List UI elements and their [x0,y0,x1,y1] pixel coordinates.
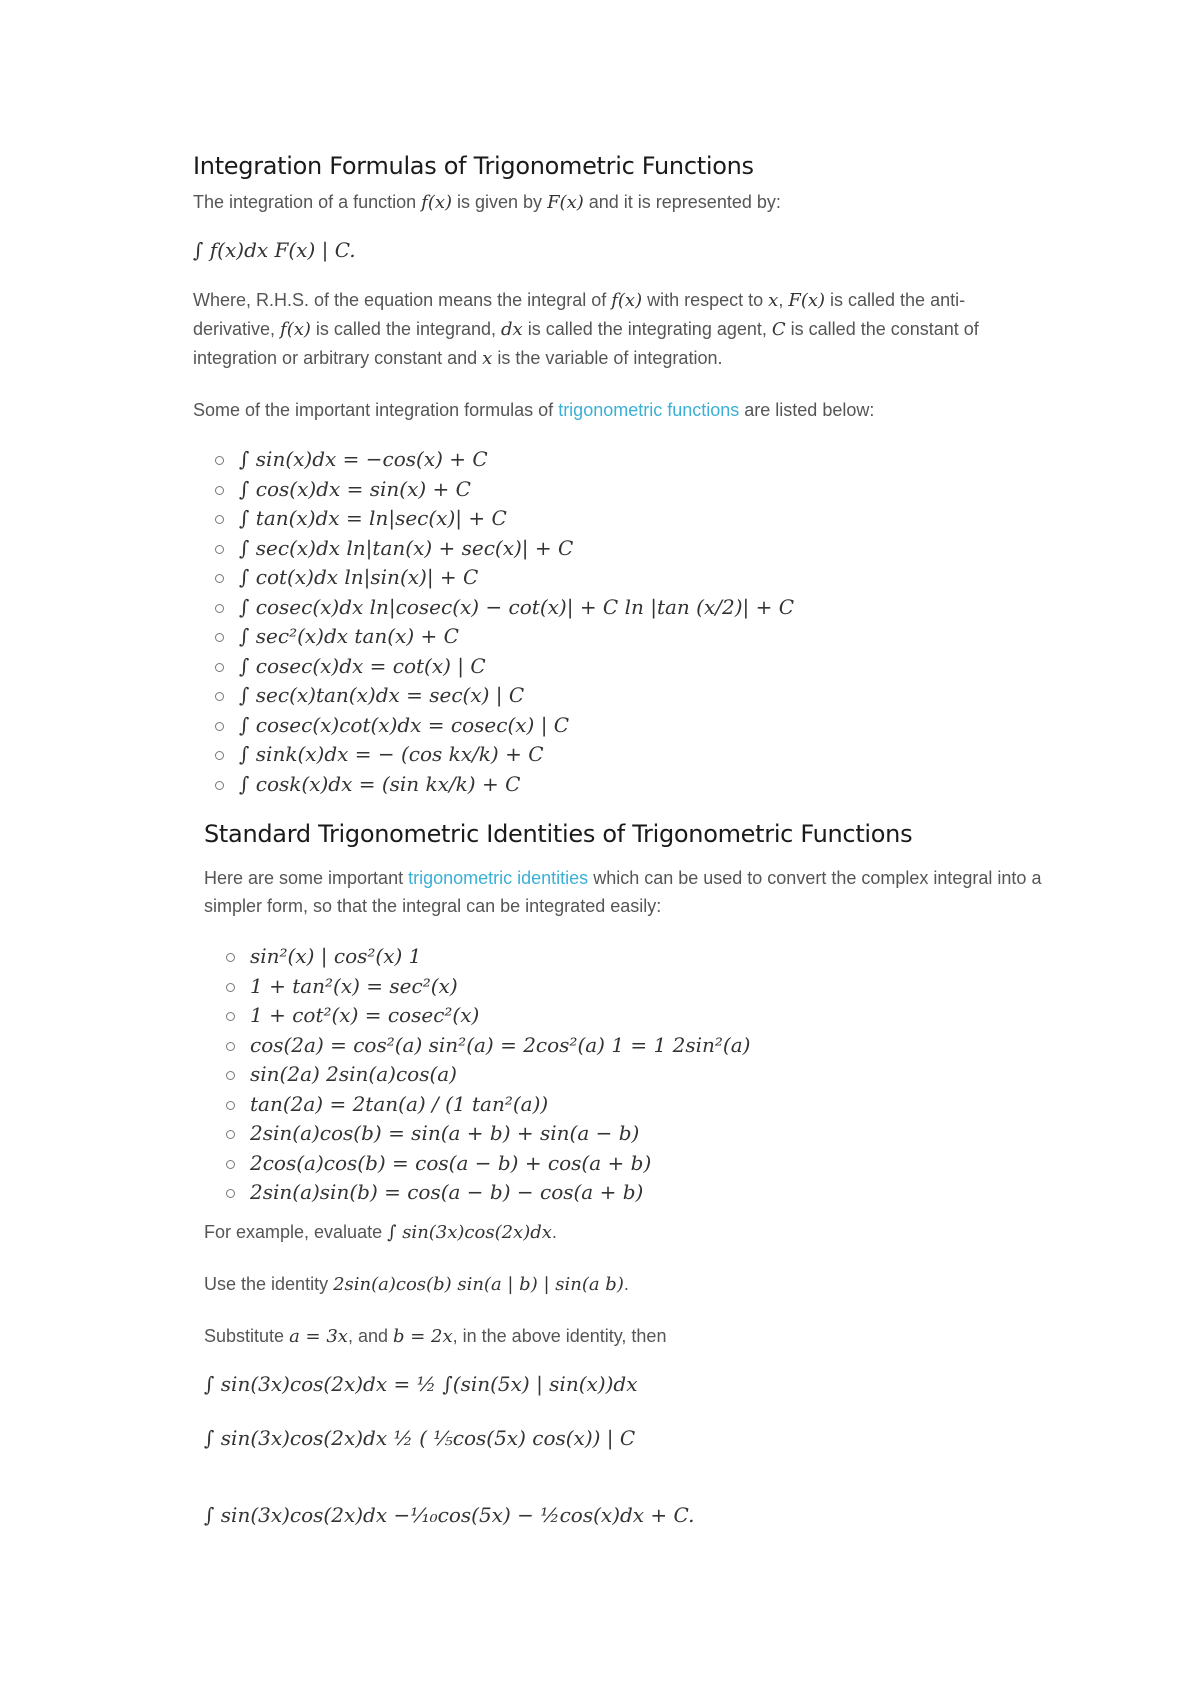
text-span: , and [347,1326,393,1346]
text-span: with respect to [642,290,769,310]
math-span: dx [501,319,523,340]
formula-item: ∫ sec(x)tan(x)dx = sec(x) | C [213,681,794,711]
math-span: C [771,319,786,340]
section-heading-integration-formulas: Integration Formulas of Trigonometric Functions [193,152,754,180]
formulas-list-intro [193,396,1033,424]
link-trigonometric-identities[interactable]: trigonometric identities [408,868,589,888]
text-span: which can be used to convert the complex integral into a simpler form, so that the integral can be integrated easily: [204,868,1042,916]
section-heading-trig-identities: Standard Trigonometric Identities of Trigonometric Functions [204,820,913,848]
text-span: Use the identity [204,1274,334,1294]
formula-item: ∫ cosec(x)dx ln|cosec(x) − cot(x)| + C ln |tan (x/2)| + C [213,593,794,623]
formula-item: ∫ cot(x)dx ln|sin(x)| + C [213,563,794,593]
text-span: , [778,290,789,310]
integration-formulas-list [213,445,794,799]
math-span: f(x) [421,192,453,213]
text-span: is called the constant of integration or arbitrary constant and [193,319,979,368]
formula-item: ∫ cosk(x)dx = (sin kx/k) + C [213,770,794,800]
formula-item: ∫ sec(x)dx ln|tan(x) + sec(x)| + C [213,534,794,564]
link-trigonometric-functions[interactable]: trigonometric functions [558,400,740,420]
math-span: x [768,290,779,311]
math-span: f(x) [280,319,311,340]
example-paragraph [204,1218,1044,1247]
text-span: The integration of a function [193,192,422,212]
formula-item: ∫ sec²(x)dx tan(x) + C [213,622,794,652]
use-identity-paragraph [204,1270,1044,1299]
identity-item: cos(2a) = cos²(a) sin²(a) = 2cos²(a) 1 = 1 2sin²(a) [224,1031,750,1061]
text-span: Here are some important [204,868,409,888]
text-span: . [623,1274,629,1294]
formula-item: ∫ cos(x)dx = sin(x) + C [213,475,794,505]
formula-item: ∫ sin(x)dx = −cos(x) + C [213,445,794,475]
text-span: For example, evaluate [204,1222,388,1242]
text-span: is called the integrand, [310,319,502,339]
text-span: , in the above identity, then [452,1326,667,1346]
solution-step-2: ∫ sin(3x)cos(2x)dx ½ ( ⅕cos(5x) cos(x)) | C [204,1426,636,1450]
text-span: Where, R.H.S. of the equation means the integral of [193,290,612,310]
math-span: x [482,348,493,369]
identity-item: sin²(x) | cos²(x) 1 [224,942,750,972]
text-span: Some of the important integration formulas of [193,400,559,420]
identity-item: sin(2a) 2sin(a)cos(a) [224,1060,750,1090]
text-span: is the variable of integration. [492,348,723,368]
math-span: b = 2x [392,1326,453,1347]
math-span: f(x) [611,290,643,311]
substitute-paragraph [204,1322,1044,1351]
identities-intro-paragraph [204,864,1044,920]
math-span: F(x) [788,290,826,311]
text-span: is called the anti-derivative, [193,290,966,339]
trig-identities-list [224,942,750,1208]
identity-item: 2sin(a)cos(b) = sin(a + b) + sin(a − b) [224,1119,750,1149]
identity-item: 2sin(a)sin(b) = cos(a − b) − cos(a + b) [224,1178,750,1208]
solution-step-3: ∫ sin(3x)cos(2x)dx −¹⁄₁₀cos(5x) − ½cos(x)dx + C. [204,1503,695,1527]
identity-item: 2cos(a)cos(b) = cos(a − b) + cos(a + b) [224,1149,750,1179]
formula-item: ∫ cosec(x)cot(x)dx = cosec(x) | C [213,711,794,741]
math-span: F(x) [547,192,584,213]
text-span: and it is represented by: [583,192,781,212]
where-paragraph [193,286,1033,373]
formula-item: ∫ tan(x)dx = ln|sec(x)| + C [213,504,794,534]
formula-item: ∫ cosec(x)dx = cot(x) | C [213,652,794,682]
text-span: . [551,1222,557,1242]
math-span: a = 3x [289,1326,348,1347]
text-span: Substitute [204,1326,290,1346]
main-integration-equation: ∫ f(x)dx F(x) | C. [193,238,356,262]
text-span: is called the integrating agent, [522,319,772,339]
text-span: is given by [452,192,548,212]
math-span: ∫ sin(3x)cos(2x)dx [387,1222,552,1243]
solution-step-1: ∫ sin(3x)cos(2x)dx = ½ ∫(sin(5x) | sin(x))dx [204,1372,638,1396]
identity-item: 1 + cot²(x) = cosec²(x) [224,1001,750,1031]
integration-intro-paragraph [193,188,1033,217]
math-span: 2sin(a)cos(b) sin(a | b) | sin(a b) [333,1274,624,1295]
formula-item: ∫ sink(x)dx = − (cos kx/k) + C [213,740,794,770]
identity-item: 1 + tan²(x) = sec²(x) [224,972,750,1002]
text-span: are listed below: [739,400,875,420]
identity-item: tan(2a) = 2tan(a) / (1 tan²(a)) [224,1090,750,1120]
